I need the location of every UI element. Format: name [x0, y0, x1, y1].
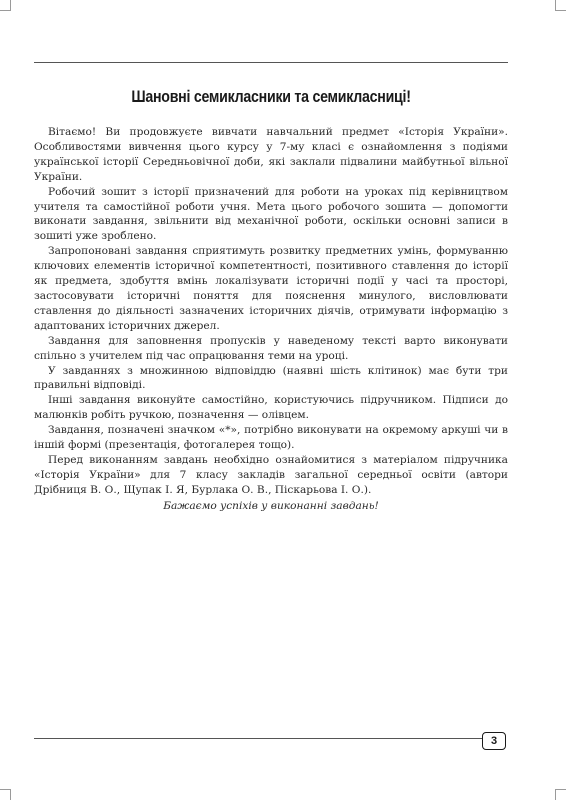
paragraph-multiple-choice: У завданнях з множинною відповіддю (наявні шість клітинок) має бути три правильні відповіді.	[34, 364, 508, 392]
paragraph-asterisk-tasks: Завдання, позначені значком «*», потрібно виконувати на окремому аркуші чи в іншій формі (презентація, фотогалерея тощо).	[34, 424, 508, 452]
closing-wish: Бажаємо успіхів у виконанні завдань!	[163, 500, 379, 512]
crop-mark-top-right	[555, 0, 566, 11]
paragraph-greeting: Вітаємо! Ви продовжуєте вивчати навчальний предмет «Історія України». Особливостями вивчення цього курсу у 7-му класі є ознайомлення з подіями української історії Середньовічної доби, які заклали підвалини майбутньої вільної України.	[34, 126, 508, 183]
bottom-divider	[34, 738, 482, 739]
crop-mark-top-left	[0, 0, 11, 11]
paragraph-textbook: Перед виконанням завдань необхідно ознайомитися з матеріалом підручника «Історія України» для 7 класу закладів загальної середньої освіти (автори Дрібниця В. О., Щупак І. Я, Бурлака О. В., Піскарьова І. О.).	[34, 453, 508, 496]
paragraph-independent-work: Інші завдання виконуйте самостійно, користуючись підручником. Підписи до малюнків робіть ручкою, позначення — олівцем.	[34, 394, 508, 422]
page-heading: Шановні семикласники та семикласниці!	[131, 88, 411, 106]
paragraph-skills: Запропоновані завдання сприятимуть розвитку предметних умінь, формуванню ключових елементів історичної компетентності, позитивного ставлення до історії як предмета, здобуття вмінь локалізувати історичні події у часі та просторі, застосовувати історичні поняття для пояснення минулого, висловлювати ставлення до діяльності зазначених історичних діячів, отримувати інформацію з адаптованих історичних джерел.	[34, 245, 508, 332]
top-divider	[34, 62, 508, 63]
paragraph-workbook-purpose: Робочий зошит з історії призначений для роботи на уроках під керівництвом учителя та самостійної роботи учня. Мета цього робочого зошита — допомогти виконати завдання, звільнити від механічної роботи, оскільки основні записи в зошиті уже зроблено.	[34, 185, 508, 243]
paragraph-fill-gaps: Завдання для заповнення пропусків у наведеному тексті варто виконувати спільно з учителем під час опрацювання теми на уроці.	[34, 334, 508, 362]
body-text	[34, 125, 508, 498]
crop-mark-bottom-right	[555, 789, 566, 800]
page-number: 3	[482, 732, 506, 750]
crop-mark-bottom-left	[0, 789, 11, 800]
